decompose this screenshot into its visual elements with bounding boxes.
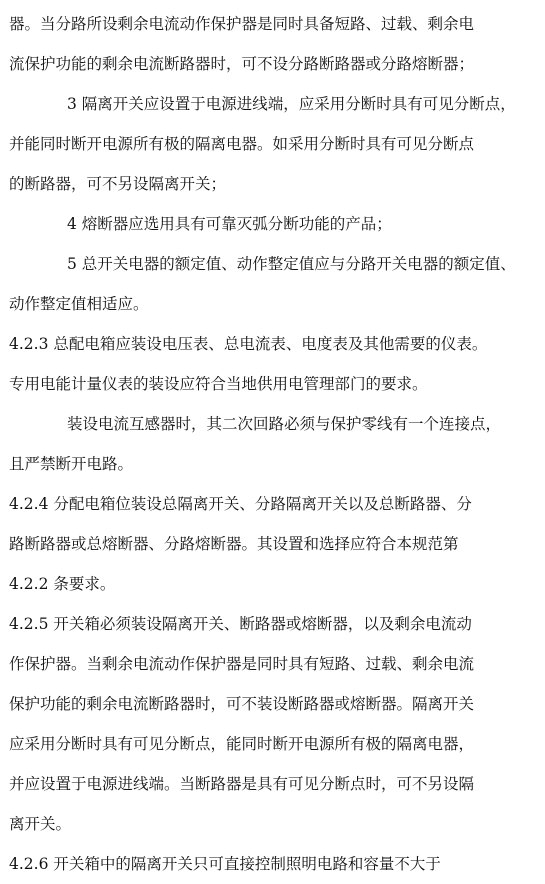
text-line: 4.2.5 开关箱必须装设隔离开关、断路器或熔断器，以及剩余电流动 <box>9 615 472 633</box>
text-line: 4.2.4 分配电箱位装设总隔离开关、分路隔离开关以及总断路器、分 <box>9 495 472 513</box>
text-line: 专用电能计量仪表的装设应符合当地供用电管理部门的要求。 <box>9 375 428 393</box>
paragraph-item-3 <box>9 84 533 204</box>
text-line: 并应设置于电源进线端。当断路器是具有可见分断点时，可不另设隔 <box>9 775 475 793</box>
paragraph-clause-4-2-6 <box>9 844 533 884</box>
text-line: 应采用分断时具有可见分断点，能同时断开电源所有极的隔离电器， <box>9 735 475 753</box>
text-line: 路断路器或总熔断器、分路熔断器。其设置和选择应符合本规范第 <box>9 535 459 553</box>
paragraph-clause-4-2-5 <box>9 604 533 844</box>
paragraph-clause-4-2-4 <box>9 484 533 604</box>
paragraph-item-4 <box>9 204 533 244</box>
text-line: 离开关。 <box>9 815 72 833</box>
text-line: 且严禁断开电路。 <box>9 455 134 473</box>
text-line: 装设电流互感器时，其二次回路必须与保护零线有一个连接点， <box>67 415 502 433</box>
text-line: 3 隔离开关应设置于电源进线端，应采用分断时具有可见分断点， <box>67 95 516 113</box>
text-line: 器。当分路所设剩余电流动作保护器是同时具备短路、过载、剩余电 <box>9 15 475 33</box>
paragraph-item-5 <box>9 244 533 324</box>
document-body <box>9 4 533 884</box>
text-line: 4.2.3 总配电箱应装设电压表、总电流表、电度表及其他需要的仪表。 <box>9 335 488 353</box>
paragraph-clause-4-2-3-b <box>9 404 533 484</box>
text-line: 4.2.6 开关箱中的隔离开关只可直接控制照明电路和容量不大于 <box>9 855 441 873</box>
text-line: 的断路器，可不另设隔离开关； <box>9 175 227 193</box>
text-line: 4 熔断器应选用具有可靠灭弧分断功能的产品； <box>67 215 392 233</box>
paragraph-clause-4-2-3 <box>9 324 533 404</box>
text-line: 流保护功能的剩余电流断路器时，可不设分路断路器或分路熔断器； <box>9 55 475 73</box>
text-line: 作保护器。当剩余电流动作保护器是同时具有短路、过载、剩余电流 <box>9 655 475 673</box>
text-line: 动作整定值相适应。 <box>9 295 149 313</box>
text-line: 4.2.2 条要求。 <box>9 575 116 593</box>
text-line: 并能同时断开电源所有极的隔离电器。如采用分断时具有可见分断点 <box>9 135 475 153</box>
paragraph-cont-4-2-2-2 <box>9 4 533 84</box>
text-line: 5 总开关电器的额定值、动作整定值应与分路开关电器的额定值、 <box>67 255 516 273</box>
text-line: 保护功能的剩余电流断路器时，可不装设断路器或熔断器。隔离开关 <box>9 695 475 713</box>
